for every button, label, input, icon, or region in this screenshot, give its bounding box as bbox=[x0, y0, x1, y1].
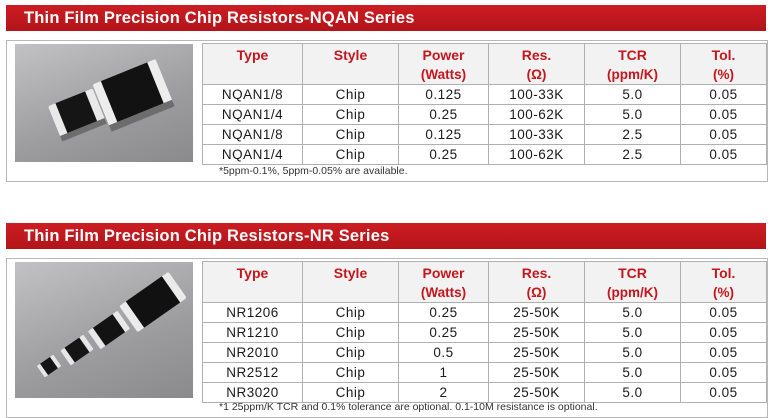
cell-res: 100-33K bbox=[489, 85, 585, 105]
cell-tcr: 5.0 bbox=[585, 303, 681, 323]
col-unit-style bbox=[303, 283, 399, 303]
cell-type: NR2010 bbox=[203, 343, 303, 363]
col-header-type: Type bbox=[203, 44, 303, 66]
col-unit-type bbox=[203, 65, 303, 85]
cell-style: Chip bbox=[303, 145, 399, 165]
cell-style: Chip bbox=[303, 105, 399, 125]
cell-type: NQAN1/8 bbox=[203, 125, 303, 145]
cell-type: NQAN1/4 bbox=[203, 145, 303, 165]
cell-type: NR2512 bbox=[203, 363, 303, 383]
footnote: *5ppm-0.1%, 5ppm-0.05% are available. bbox=[219, 165, 408, 177]
cell-res: 100-33K bbox=[489, 125, 585, 145]
table-row bbox=[203, 105, 767, 125]
cell-power: 0.125 bbox=[399, 85, 489, 105]
col-header-style: Style bbox=[303, 44, 399, 66]
col-header-power: Power bbox=[399, 44, 489, 66]
cell-res: 25-50K bbox=[489, 343, 585, 363]
cell-power: 0.25 bbox=[399, 323, 489, 343]
col-unit-power: (Watts) bbox=[399, 65, 489, 85]
col-header-tcr: TCR bbox=[585, 262, 681, 284]
cell-tcr: 5.0 bbox=[585, 343, 681, 363]
cell-tol: 0.05 bbox=[681, 383, 767, 403]
col-header-type: Type bbox=[203, 262, 303, 284]
cell-tol: 0.05 bbox=[681, 323, 767, 343]
col-header-power: Power bbox=[399, 262, 489, 284]
cell-tcr: 5.0 bbox=[585, 383, 681, 403]
col-unit-power: (Watts) bbox=[399, 283, 489, 303]
col-unit-tcr: (ppm/K) bbox=[585, 283, 681, 303]
table-row bbox=[203, 145, 767, 165]
cell-type: NR1210 bbox=[203, 323, 303, 343]
cell-tcr: 2.5 bbox=[585, 145, 681, 165]
col-header-res: Res. bbox=[489, 44, 585, 66]
cell-power: 2 bbox=[399, 383, 489, 403]
cell-power: 1 bbox=[399, 363, 489, 383]
resistor-photo bbox=[15, 262, 193, 398]
col-header-tol: Tol. bbox=[681, 44, 767, 66]
col-unit-style bbox=[303, 65, 399, 85]
col-unit-tol: (%) bbox=[681, 65, 767, 85]
spec-table bbox=[202, 261, 767, 403]
cell-type: NR3020 bbox=[203, 383, 303, 403]
col-header-res: Res. bbox=[489, 262, 585, 284]
table-row bbox=[203, 383, 767, 403]
cell-res: 25-50K bbox=[489, 323, 585, 343]
col-unit-tcr: (ppm/K) bbox=[585, 65, 681, 85]
cell-res: 100-62K bbox=[489, 105, 585, 125]
col-unit-res: (Ω) bbox=[489, 283, 585, 303]
cell-tcr: 5.0 bbox=[585, 363, 681, 383]
col-unit-type bbox=[203, 283, 303, 303]
cell-power: 0.125 bbox=[399, 125, 489, 145]
cell-type: NQAN1/8 bbox=[203, 85, 303, 105]
table-row bbox=[203, 125, 767, 145]
col-unit-res: (Ω) bbox=[489, 65, 585, 85]
cell-tcr: 5.0 bbox=[585, 323, 681, 343]
cell-type: NQAN1/4 bbox=[203, 105, 303, 125]
spec-table bbox=[202, 43, 767, 165]
table-row bbox=[203, 363, 767, 383]
col-header-tcr: TCR bbox=[585, 44, 681, 66]
cell-style: Chip bbox=[303, 303, 399, 323]
cell-power: 0.25 bbox=[399, 145, 489, 165]
cell-style: Chip bbox=[303, 343, 399, 363]
cell-tol: 0.05 bbox=[681, 125, 767, 145]
section-title-banner: Thin Film Precision Chip Resistors-NQAN Series bbox=[6, 5, 766, 31]
resistor-photo bbox=[15, 44, 193, 162]
cell-tcr: 5.0 bbox=[585, 105, 681, 125]
cell-res: 25-50K bbox=[489, 303, 585, 323]
cell-style: Chip bbox=[303, 363, 399, 383]
cell-power: 0.25 bbox=[399, 105, 489, 125]
spec-panel bbox=[6, 40, 768, 182]
cell-tol: 0.05 bbox=[681, 343, 767, 363]
cell-tol: 0.05 bbox=[681, 303, 767, 323]
col-header-tol: Tol. bbox=[681, 262, 767, 284]
section-title-banner: Thin Film Precision Chip Resistors-NR Series bbox=[6, 223, 766, 249]
cell-power: 0.5 bbox=[399, 343, 489, 363]
cell-tol: 0.05 bbox=[681, 363, 767, 383]
cell-style: Chip bbox=[303, 125, 399, 145]
col-unit-tol: (%) bbox=[681, 283, 767, 303]
table-row bbox=[203, 343, 767, 363]
cell-tcr: 2.5 bbox=[585, 125, 681, 145]
footnote: *1 25ppm/K TCR and 0.1% tolerance are optional. 0.1-10M resistance is optional. bbox=[219, 401, 598, 413]
cell-tol: 0.05 bbox=[681, 105, 767, 125]
cell-res: 25-50K bbox=[489, 383, 585, 403]
table-row bbox=[203, 85, 767, 105]
cell-tcr: 5.0 bbox=[585, 85, 681, 105]
table-row bbox=[203, 323, 767, 343]
cell-style: Chip bbox=[303, 383, 399, 403]
spec-panel bbox=[6, 258, 768, 418]
cell-res: 25-50K bbox=[489, 363, 585, 383]
cell-tol: 0.05 bbox=[681, 145, 767, 165]
cell-tol: 0.05 bbox=[681, 85, 767, 105]
cell-power: 0.25 bbox=[399, 303, 489, 323]
col-header-style: Style bbox=[303, 262, 399, 284]
cell-res: 100-62K bbox=[489, 145, 585, 165]
cell-style: Chip bbox=[303, 85, 399, 105]
table-row bbox=[203, 303, 767, 323]
cell-style: Chip bbox=[303, 323, 399, 343]
cell-type: NR1206 bbox=[203, 303, 303, 323]
